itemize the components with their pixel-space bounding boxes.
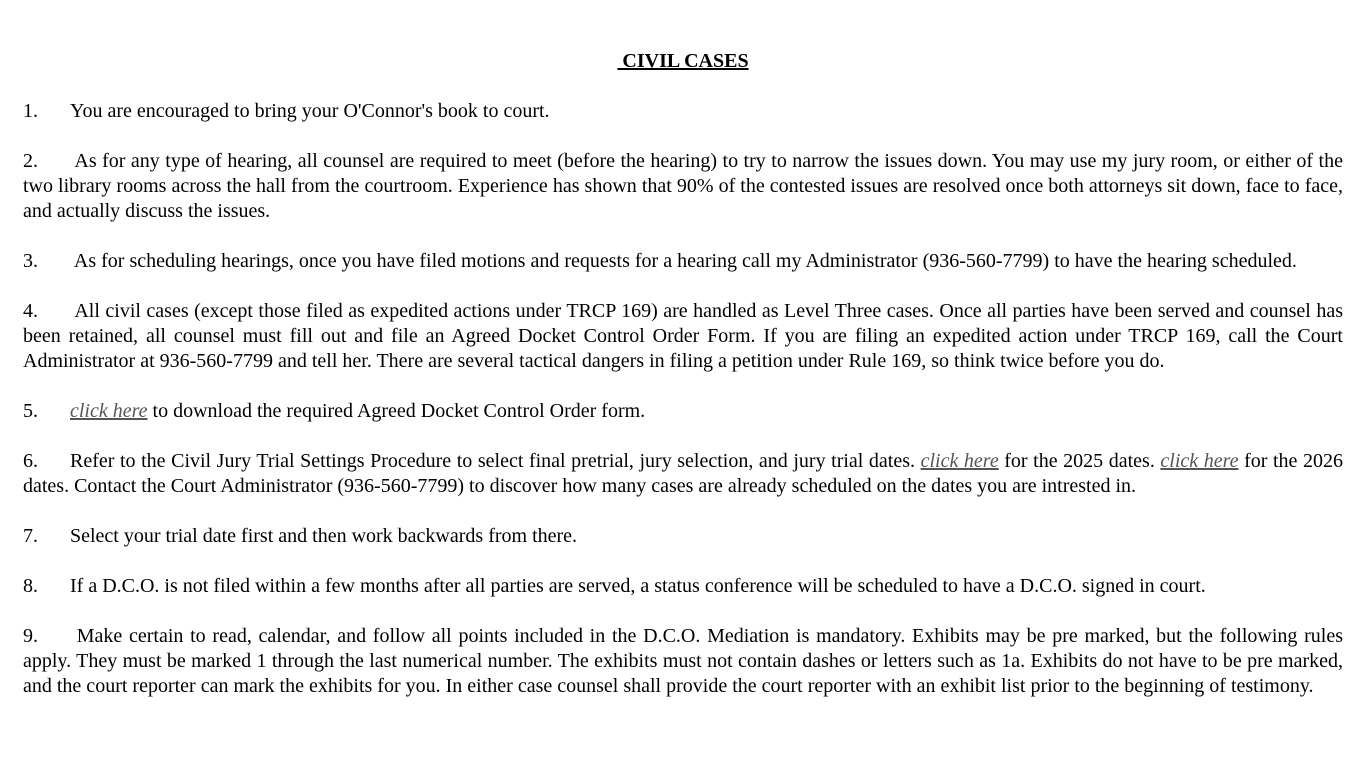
item-number: 6. bbox=[23, 450, 38, 472]
list-item-4 bbox=[23, 299, 1343, 374]
list-item-2 bbox=[23, 149, 1343, 224]
item-text: If a D.C.O. is not filed within a few months after all parties are served, a status conference will be scheduled to have a D.C.O. signed in court. bbox=[70, 575, 1206, 597]
item-number: 5. bbox=[23, 400, 38, 422]
item-number: 3. bbox=[23, 250, 38, 272]
item-text: Make certain to read, calendar, and follow all points included in the D.C.O. Mediation is mandatory. Exhibits may be pre marked, but the following rules apply. They must be marked 1 through the last numerical number. The exhibits must not contain dashes or letters such as 1a. Exhibits do not have to be pre marked, and the court reporter can mark the exhibits for you. In either case counsel shall provide the court reporter with an exhibit list prior to the beginning of testimony. bbox=[23, 625, 1343, 697]
list-item-1 bbox=[23, 99, 1343, 124]
dates-2026-link[interactable]: click here bbox=[1160, 450, 1239, 472]
page-title: CIVIL CASES bbox=[617, 50, 749, 72]
list-item-8 bbox=[23, 574, 1343, 599]
item-number: 7. bbox=[23, 525, 38, 547]
list-item-7 bbox=[23, 524, 1343, 549]
list-item-5 bbox=[23, 399, 1343, 424]
item-text: Select your trial date first and then work backwards from there. bbox=[70, 525, 578, 547]
item-text: As for any type of hearing, all counsel are required to meet (before the hearing) to try to narrow the issues down. You may use my jury room, or either of the two library rooms across the hall from the courtroom. Experience has shown that 90% of the contested issues are resolved once both attorneys sit down, face to face, and actually discuss the issues. bbox=[23, 150, 1343, 222]
item-text: for the 2026 dates. Contact the Court Administrator (936-560-7799) to discover how many cases are already scheduled on the dates you are intrested in. bbox=[23, 450, 1343, 497]
list-item-6 bbox=[23, 449, 1343, 499]
item-text: for the 2025 dates. bbox=[998, 450, 1161, 472]
item-text: Refer to the Civil Jury Trial Settings Procedure to select final pretrial, jury selection, and jury trial dates. bbox=[70, 450, 921, 472]
item-number: 2. bbox=[23, 150, 38, 172]
item-text: As for scheduling hearings, once you have filed motions and requests for a hearing call my Administrator (936-560-7799) to have the hearing scheduled. bbox=[70, 250, 1297, 272]
item-text: to download the required Agreed Docket Control Order form. bbox=[147, 400, 646, 422]
dco-form-download-link[interactable]: click here bbox=[70, 400, 148, 422]
item-number: 8. bbox=[23, 575, 38, 597]
item-number: 9. bbox=[23, 625, 38, 647]
item-text: You are encouraged to bring your O'Connor's book to court. bbox=[70, 100, 550, 122]
list-item-3 bbox=[23, 249, 1343, 274]
item-number: 1. bbox=[23, 100, 38, 122]
item-text: All civil cases (except those filed as expedited actions under TRCP 169) are handled as Level Three cases. Once all parties have been served and counsel has been retained, all counsel must fill out and file an Agreed Docket Control Order Form. If you are filing an expedited action under TRCP 169, call the Court Administrator at 936-560-7799 and tell her. There are several tactical dangers in filing a petition under Rule 169, so think twice before you do. bbox=[23, 300, 1343, 372]
dates-2025-link[interactable]: click here bbox=[920, 450, 999, 472]
item-number: 4. bbox=[23, 300, 38, 322]
list-item-9 bbox=[23, 624, 1343, 699]
document-body bbox=[23, 49, 1343, 724]
